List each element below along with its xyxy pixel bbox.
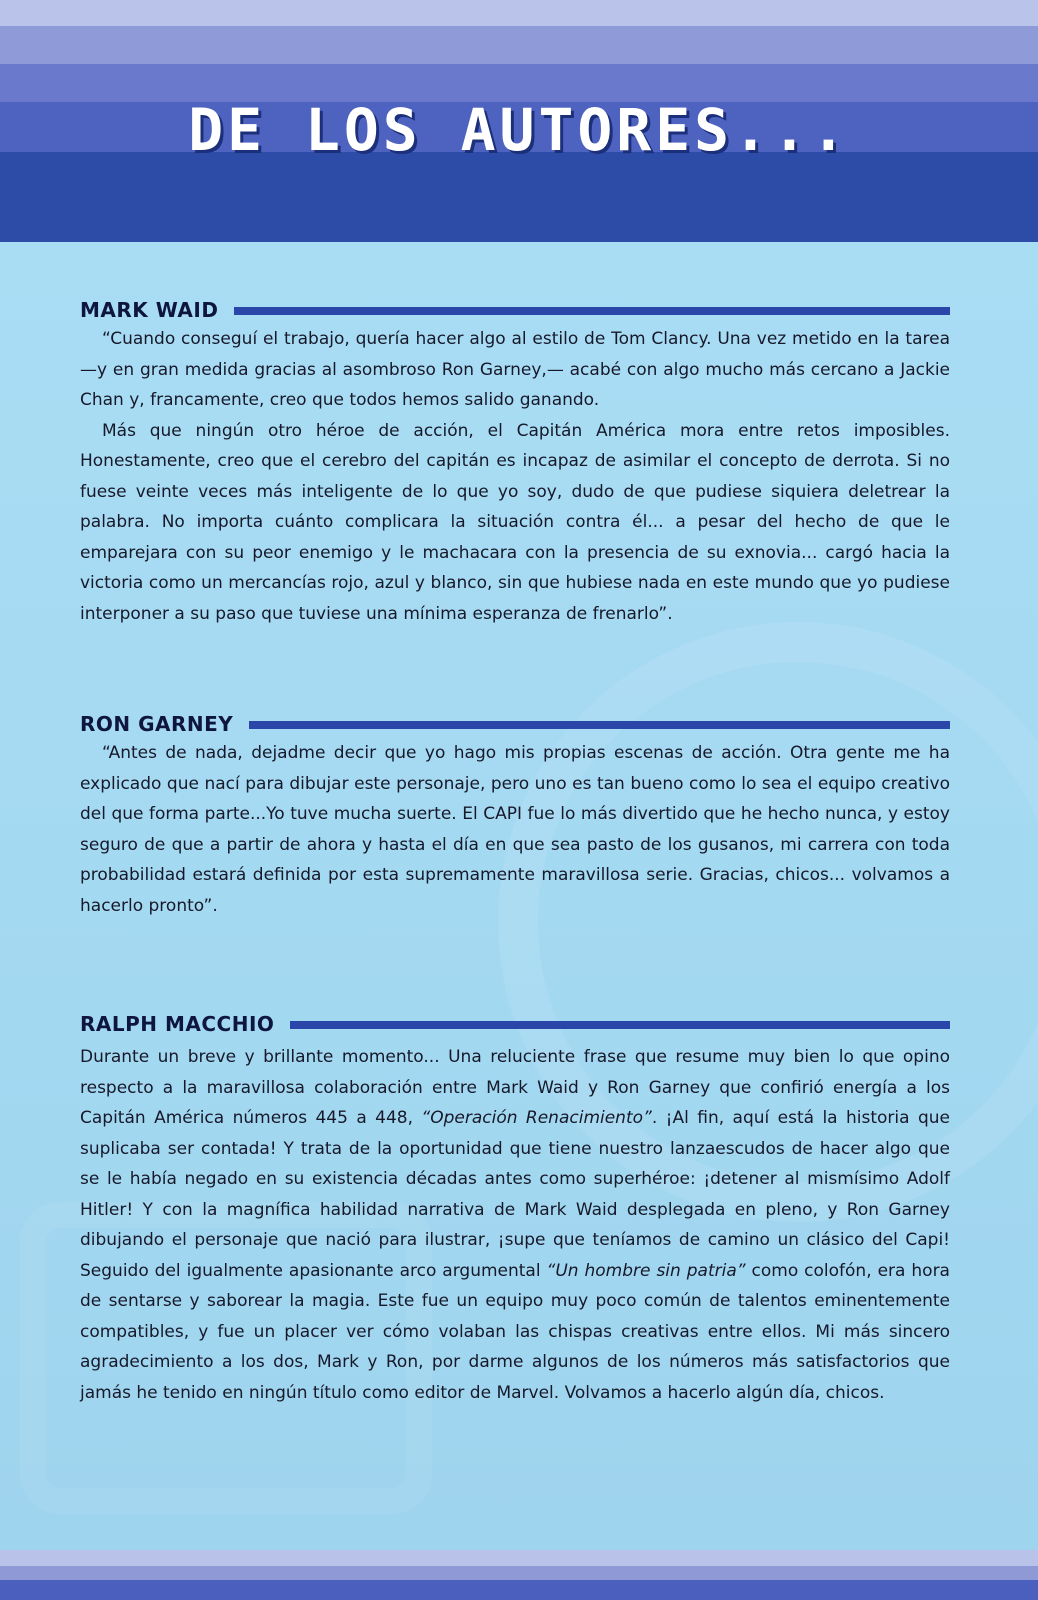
header-rule — [249, 721, 950, 729]
author-name: RALPH MACCHIO — [80, 1012, 275, 1036]
paragraph — [80, 1042, 950, 1408]
header-stripe — [0, 0, 1038, 26]
story-title: “Un hombre sin patria” — [546, 1260, 746, 1281]
header-rule — [290, 1021, 950, 1029]
paragraph: “Cuando conseguí el trabajo, quería hacer algo al estilo de Tom Clancy. Una vez metido en la tarea —y en gran medida gracias al asombroso Ron Garney,— acabé con algo mucho más cercano a Jackie Chan y, francamente, creo que todos hemos salido ganando. — [80, 329, 950, 410]
section-ron-garney — [80, 710, 950, 921]
footer-stripe — [0, 1580, 1038, 1600]
header-stripe — [0, 26, 1038, 64]
author-name: MARK WAID — [80, 298, 219, 322]
page-title: DE LOS AUTORES... — [188, 96, 850, 164]
section-header — [80, 1010, 950, 1038]
text-run: como colofón, era hora de sentarse y saborear la magia. Este fue un equipo muy poco común de talentos eminentemente compatibles, y fue un placer ver cómo volaban las chispas creativas entre ellos. Mi más sincero agradecimiento a los dos, Mark y Ron, por darme algunos de los números más satisfactorios que jamás he tenido en ningún título como editor de Marvel. Volvamos a hacerlo algún día, chicos. — [80, 1260, 950, 1403]
section-header — [80, 296, 950, 324]
section-ralph-macchio — [80, 1010, 950, 1408]
paragraph: Más que ningún otro héroe de acción, el Capitán América mora entre retos imposibles. Honestamente, creo que el cerebro del capitán es incapaz de asimilar el concepto de derrota. Si no fuese veinte veces más inteligente de lo que yo soy, dudo de que pudiese siquiera deletrear la palabra. No importa cuánto complicara la situación contra él... a pesar del hecho de que le emparejara con su peor enemigo y le machacara con la presencia de su exnovia... cargó hacia la victoria como un mercancías rojo, azul y blanco, sin que hubiese nada en este mundo que yo pudiese interponer a su paso que tuviese una mínima esperanza de frenarlo”. — [80, 420, 950, 624]
section-header — [80, 710, 950, 738]
header-band — [0, 152, 1038, 242]
footer-stripe — [0, 1566, 1038, 1580]
section-mark-waid — [80, 296, 950, 629]
author-name: RON GARNEY — [80, 712, 234, 736]
text-run: . ¡Al fin, aquí está la historia que suplicaba ser contada! Y trata de la oportunidad que tiene nuestro lanzaescudos de hacer algo que se le había negado en su existencia décadas antes como superhéroe: ¡detener al mismísimo Adolf Hitler! Y con la magnífica habilidad narrativa de Mark Waid desplegada en pleno, y Ron Garney dibujando el personaje que nació para ilustrar, ¡supe que teníamos de camino un clásico del Capi! Seguido del igualmente apasionante arco argumental — [80, 1108, 950, 1281]
paragraph: “Antes de nada, dejadme decir que yo hago mis propias escenas de acción. Otra gente me ha explicado que nací para dibujar este personaje, pero uno es tan bueno como lo sea el equipo creativo del que forma parte...Yo tuve mucha suerte. El CAPI fue lo más divertido que he hecho nunca, y estoy seguro de que a partir de ahora y hasta el día en que sea pasto de los gusanos, mi carrera con toda probabilidad estará definida por esta supremamente maravillosa serie. Gracias, chicos... volvamos a hacerlo pronto”. — [80, 743, 950, 916]
footer-stripe — [0, 1550, 1038, 1566]
story-title: “Operación Renacimiento” — [421, 1108, 652, 1128]
text-run: Durante un breve y brillante momento... Una reluciente frase que resume muy bien lo que opino respecto a la maravillosa colaboración entre Mark Waid y Ron Garney que confirió energía a los Capitán América números 445 a 448, — [80, 1047, 950, 1128]
header-rule — [234, 307, 950, 315]
